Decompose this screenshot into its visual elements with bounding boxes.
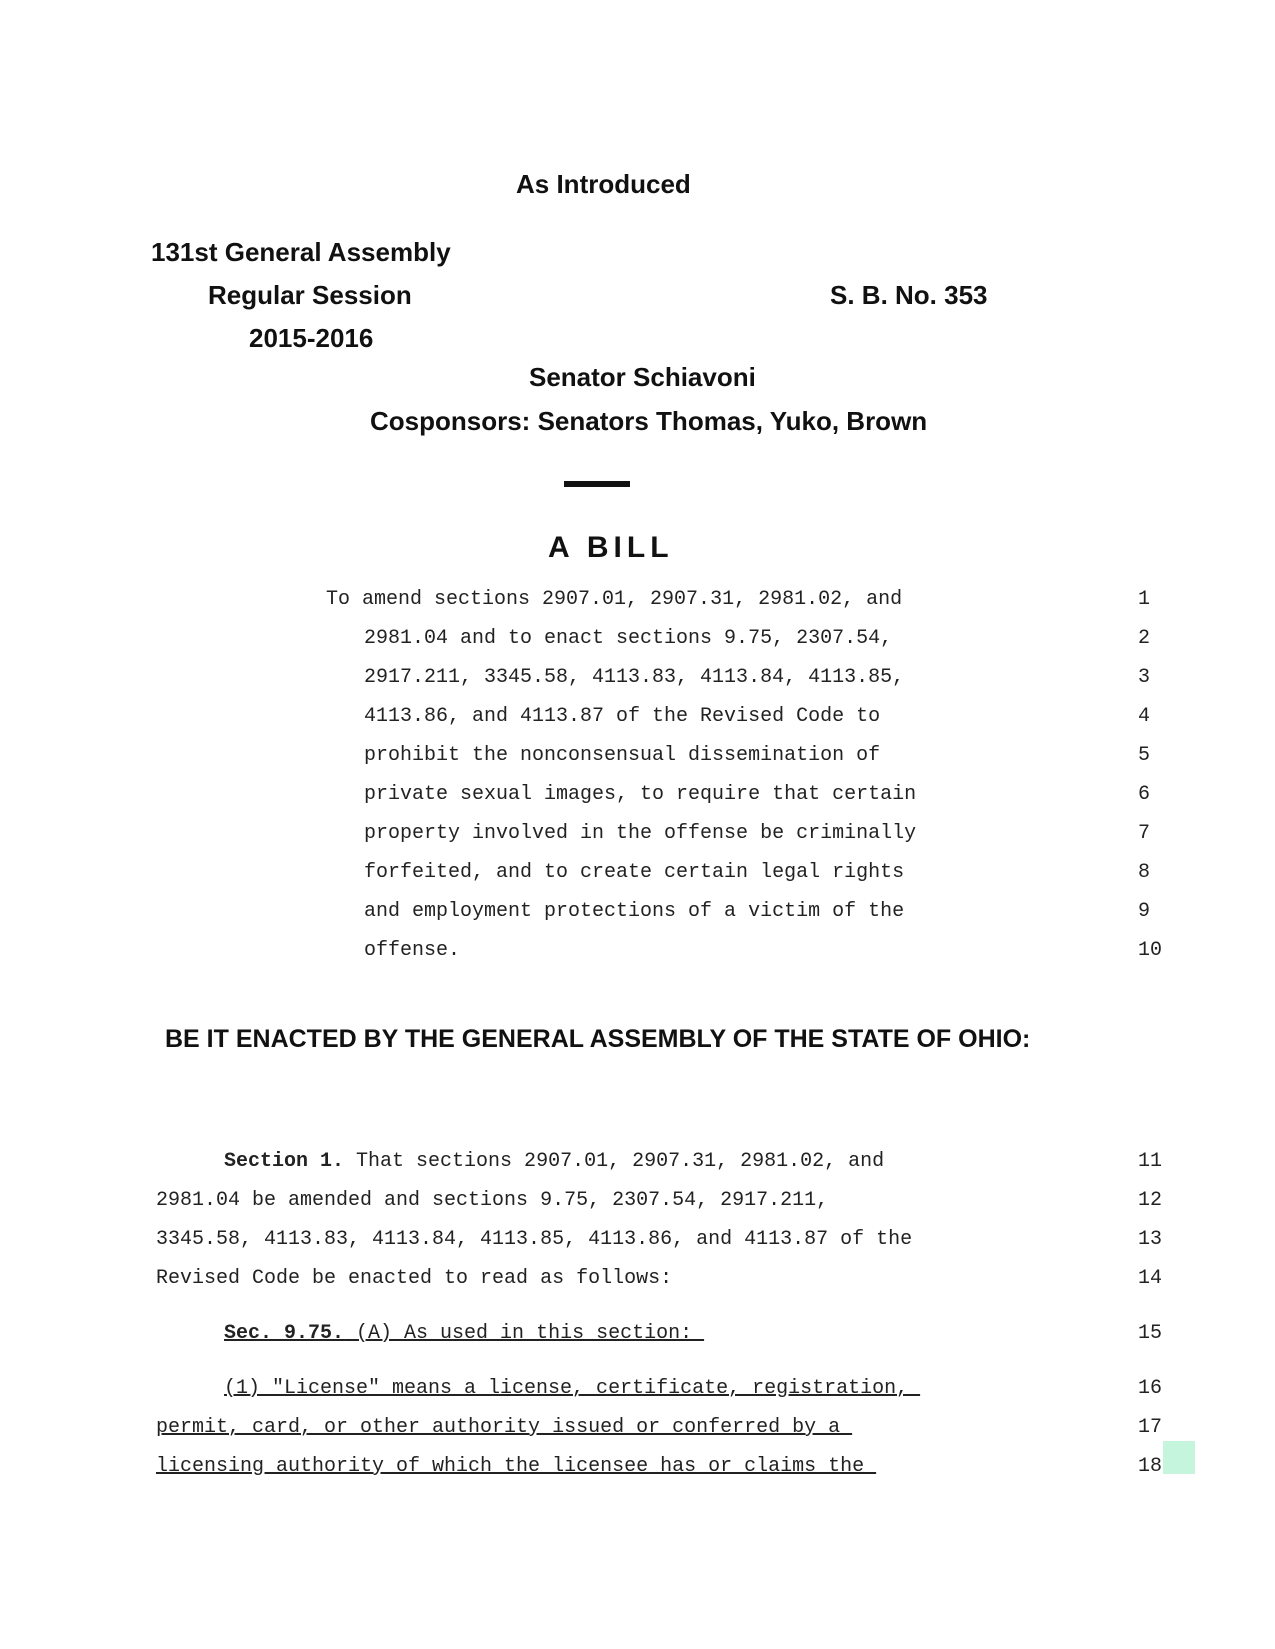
title-line: prohibit the nonconsensual dissemination of [364,744,881,767]
line-number: 12 [1138,1189,1163,1212]
enacting-clause: BE IT ENACTED BY THE GENERAL ASSEMBLY OF THE STATE OF OHIO: [165,1025,1031,1053]
line-number: 9 [1138,900,1151,923]
line-number: 13 [1138,1228,1163,1251]
sec-9-75-heading [224,1322,704,1346]
sec-9-75-label: Sec. 9.75. [224,1322,345,1345]
title-line: offense. [364,939,461,962]
title-line: 2917.211, 3345.58, 4113.83, 4113.84, 4113.85, [364,666,905,689]
line-number: 15 [1138,1322,1163,1345]
title-line: private sexual images, to require that certain [364,783,917,806]
title-line: To amend sections 2907.01, 2907.31, 2981.02, and [326,588,903,611]
line-number: 7 [1138,822,1151,845]
line-number: 10 [1138,939,1163,962]
section-1-line [224,1150,884,1174]
definition-line: (1) "License" means a license, certificate, registration, [224,1377,921,1400]
sec-9-75-text: (A) As used in this section: [344,1322,705,1345]
line-number: 5 [1138,744,1151,767]
session-years: 2015-2016 [249,323,374,353]
header-divider [564,481,630,487]
line-number: 16 [1138,1377,1163,1400]
bill-title: A BILL [548,531,674,564]
assembly-name: 131st General Assembly [151,237,451,267]
definition-line: licensing authority of which the licensee has or claims the [156,1455,877,1478]
section-1-line: Revised Code be enacted to read as follows: [156,1267,673,1290]
line-number: 4 [1138,705,1151,728]
title-line: 4113.86, and 4113.87 of the Revised Code to [364,705,881,728]
cosponsors: Cosponsors: Senators Thomas, Yuko, Brown [370,406,928,436]
definition-line: permit, card, or other authority issued or conferred by a [156,1416,853,1439]
title-line: property involved in the offense be criminally [364,822,917,845]
section-1-text: That sections 2907.01, 2907.31, 2981.02, and [344,1150,885,1173]
title-line: 2981.04 and to enact sections 9.75, 2307.54, [364,627,893,650]
line-number: 11 [1138,1150,1163,1173]
line-number: 17 [1138,1416,1163,1439]
title-line: forfeited, and to create certain legal rights [364,861,905,884]
line-number: 1 [1138,588,1151,611]
line-number: 6 [1138,783,1151,806]
line-number: 8 [1138,861,1151,884]
highlight-marker [1163,1441,1195,1474]
line-number: 18 [1138,1455,1163,1478]
line-number: 14 [1138,1267,1163,1290]
section-1-line: 3345.58, 4113.83, 4113.84, 4113.85, 4113.86, and 4113.87 of the [156,1228,913,1251]
section-1-line: 2981.04 be amended and sections 9.75, 2307.54, 2917.211, [156,1189,829,1212]
sponsor: Senator Schiavoni [529,362,756,392]
line-number: 2 [1138,627,1151,650]
bill-number: S. B. No. 353 [830,280,988,310]
line-number: 3 [1138,666,1151,689]
title-line: and employment protections of a victim of the [364,900,905,923]
session-name: Regular Session [208,280,412,310]
section-1-label: Section 1. [224,1150,345,1173]
bill-status: As Introduced [516,169,691,199]
